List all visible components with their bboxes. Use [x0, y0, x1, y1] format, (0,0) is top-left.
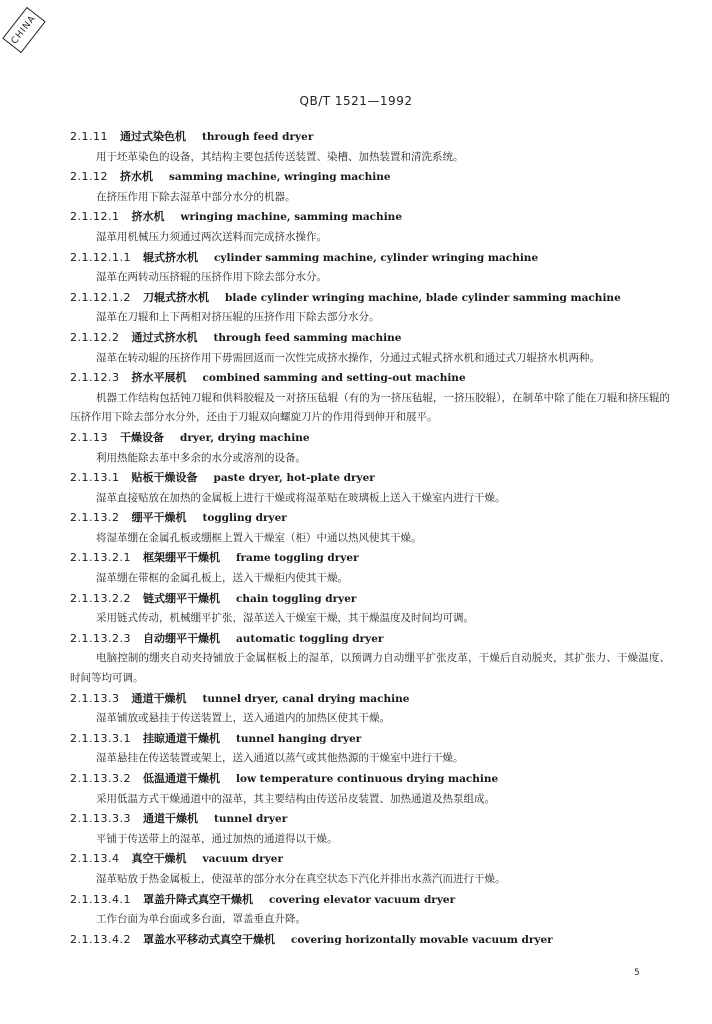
term-chinese: 通过式染色机 — [120, 130, 186, 143]
clause-number: 2.1.13.3.3 — [70, 812, 131, 826]
clause-number: 2.1.13.1 — [70, 471, 120, 485]
term-english: paste dryer, hot-plate dryer — [213, 472, 375, 485]
term-entry — [70, 629, 670, 689]
term-definition: 湿革用机械压力须通过两次送料而完成挤水操作。 — [96, 230, 327, 243]
china-stamp — [2, 7, 46, 53]
entry-heading — [70, 167, 670, 188]
entry-heading — [70, 548, 670, 569]
term-entry — [70, 127, 670, 167]
entry-heading — [70, 468, 670, 489]
clause-number: 2.1.13.3.2 — [70, 772, 131, 785]
term-definition: 湿革在两转动压挤辊的压挤作用下除去部分水分。 — [96, 271, 327, 284]
term-english: through feed samming machine — [213, 331, 402, 344]
entry-heading — [70, 368, 670, 389]
term-entry — [70, 248, 670, 288]
term-definition: 湿革贴放于热金属板上，使湿革的部分水分在真空状态下汽化并排出水蒸汽而进行干燥。 — [96, 872, 506, 885]
entry-heading — [70, 689, 670, 710]
stamp-text: CHINA — [9, 13, 39, 47]
entry-heading — [70, 328, 670, 349]
term-definition: 用于坯革染色的设备，其结构主要包括传送装置、染槽、加热装置和清洗系统。 — [96, 150, 464, 163]
term-entry — [70, 890, 670, 930]
term-english: cylinder samming machine, cylinder wringing machine — [213, 251, 539, 264]
term-english: frame toggling dryer — [235, 552, 359, 565]
term-english: blade cylinder wringing machine, blade cylinder samming machine — [224, 291, 621, 304]
clause-number: 2.1.13.4.1 — [70, 892, 131, 906]
term-definition: 湿革在转动辊的压挤作用下毋需回返而一次性完成挤水操作，分通过式辊式挤水机和通过式刀辊挤水机两种。 — [96, 351, 600, 364]
term-definition: 将湿革绷在金属孔板或绷框上置入干燥室（柜）中通以热风使其干燥。 — [96, 531, 422, 544]
term-entry — [70, 368, 670, 428]
term-english: toggling dryer — [202, 512, 287, 525]
term-chinese: 干燥设备 — [120, 430, 164, 444]
entry-heading — [70, 890, 670, 911]
entry-heading — [70, 127, 670, 148]
term-chinese: 贴板干燥设备 — [131, 471, 198, 485]
entry-heading — [70, 849, 670, 870]
clause-number: 2.1.13.2.1 — [70, 551, 131, 565]
term-definition: 机器工作结构包括钝刀辊和供料胶辊及一对挤压毡辊（有的为一挤压毡辊，一挤压胶辊），在制革中除了能在刀辊和挤压辊的压挤作用下除去部分水分外，还由于刀辊双向螺旋刀片的作用得到伸开和展平。 — [70, 391, 670, 424]
entry-heading — [70, 508, 670, 529]
term-definition: 湿革直接贴放在加热的金属板上进行干燥或将湿革贴在玻璃板上送入干燥室内进行干燥。 — [96, 491, 506, 504]
term-entry — [70, 769, 670, 809]
clause-number: 2.1.12.3 — [70, 371, 120, 385]
term-entry — [70, 468, 670, 508]
term-english: dryer, drying machine — [180, 431, 310, 444]
entry-heading — [70, 769, 670, 790]
term-entry — [70, 548, 670, 588]
term-chinese: 挤水机 — [120, 170, 153, 184]
clause-number: 2.1.12.1.2 — [70, 290, 131, 304]
term-english: automatic toggling dryer — [235, 632, 384, 645]
term-entry — [70, 428, 670, 468]
entry-heading — [70, 729, 670, 750]
term-chinese: 挂晾通道干燥机 — [142, 731, 220, 745]
clause-number: 2.1.12.1 — [70, 210, 120, 224]
term-definition: 平铺于传送带上的湿革，通过加热的通道得以干燥。 — [96, 832, 338, 845]
clause-number: 2.1.12.2 — [70, 330, 120, 344]
term-entry — [70, 729, 670, 769]
term-english: covering horizontally movable vacuum dryer — [290, 933, 553, 946]
term-definition: 湿革绷在带框的金属孔板上，送入干燥柜内使其干燥。 — [96, 572, 348, 585]
term-english: tunnel dryer, canal drying machine — [202, 692, 410, 705]
term-chinese: 自动绷平干燥机 — [142, 631, 220, 645]
term-entry — [70, 849, 670, 889]
term-chinese: 框架绷平干燥机 — [142, 551, 220, 565]
term-english: tunnel hanging dryer — [235, 732, 362, 745]
term-english: samming machine, wringing machine — [169, 171, 391, 184]
document-body — [70, 127, 670, 950]
term-english: low temperature continuous drying machine — [235, 773, 499, 785]
term-entry — [70, 167, 670, 207]
term-chinese: 刀辊式挤水机 — [142, 290, 209, 304]
page-number: 5 — [634, 968, 640, 978]
entry-heading — [70, 930, 670, 951]
clause-number: 2.1.12 — [70, 170, 108, 184]
term-entry — [70, 508, 670, 548]
term-definition: 在挤压作用下除去湿革中部分水分的机器。 — [96, 190, 296, 203]
term-definition: 利用热能除去革中多余的水分或溶剂的设备。 — [96, 451, 306, 464]
term-definition: 湿革悬挂在传送装置或架上，送入通道以蒸气或其他热源的干燥室中进行干燥。 — [96, 752, 464, 765]
term-definition: 电脑控制的绷夹自动夹持铺放于金属框板上的湿革，以预调力自动绷平扩张皮革，干燥后自动脱夹，其扩张力、干燥温度、时间等均可调。 — [70, 652, 670, 685]
term-chinese: 罩盖升降式真空干燥机 — [142, 892, 253, 906]
clause-number: 2.1.13.2.2 — [70, 591, 131, 605]
term-entry — [70, 328, 670, 368]
term-english: tunnel dryer — [213, 813, 288, 826]
term-english: covering elevator vacuum dryer — [268, 893, 456, 906]
term-chinese: 通道干燥机 — [131, 691, 187, 705]
term-chinese: 通道干燥机 — [142, 812, 198, 826]
clause-number: 2.1.13 — [70, 430, 108, 444]
term-chinese: 挤水平展机 — [131, 371, 187, 385]
term-chinese: 辊式挤水机 — [142, 250, 198, 264]
term-chinese: 挤水机 — [131, 210, 165, 224]
term-entry — [70, 589, 670, 629]
term-definition: 工作台面为单台面或多台面，罩盖垂直升降。 — [96, 913, 306, 926]
term-english: vacuum dryer — [202, 853, 284, 866]
term-entry — [70, 809, 670, 849]
term-chinese: 真空干燥机 — [131, 852, 187, 866]
term-english: chain toggling dryer — [235, 592, 357, 605]
term-definition: 采用低温方式干燥通道中的湿革，其主要结构由传送吊皮装置、加热通道及热泵组成。 — [96, 792, 495, 805]
entry-heading — [70, 589, 670, 610]
clause-number: 2.1.11 — [70, 130, 108, 143]
clause-number: 2.1.13.3 — [70, 691, 120, 705]
term-definition: 湿革铺放或悬挂于传送装置上，送入通道内的加热区使其干燥。 — [96, 712, 390, 725]
term-entry — [70, 288, 670, 328]
term-chinese: 绷平干燥机 — [131, 511, 187, 525]
clause-number: 2.1.13.2.3 — [70, 631, 131, 645]
term-chinese: 低温通道干燥机 — [142, 772, 220, 785]
clause-number: 2.1.12.1.1 — [70, 250, 131, 264]
term-english: wringing machine, samming machine — [180, 211, 402, 224]
entry-heading — [70, 288, 670, 309]
term-chinese: 链式绷平干燥机 — [142, 591, 220, 605]
entry-heading — [70, 207, 670, 228]
term-definition: 湿革在刀辊和上下两相对挤压辊的压挤作用下除去部分水分。 — [96, 311, 380, 324]
page-header: QB/T 1521—1992 — [299, 94, 413, 108]
entry-heading — [70, 248, 670, 269]
clause-number: 2.1.13.4.2 — [70, 932, 131, 946]
term-entry — [70, 930, 670, 951]
term-entry — [70, 689, 670, 729]
term-chinese: 通过式挤水机 — [131, 330, 198, 344]
clause-number: 2.1.13.4 — [70, 852, 120, 866]
term-english: through feed dryer — [202, 131, 314, 143]
entry-heading — [70, 629, 670, 650]
clause-number: 2.1.13.2 — [70, 511, 120, 525]
term-definition: 采用链式传动，机械绷平扩张，湿革送入干燥室干燥，其干燥温度及时间均可调。 — [96, 612, 474, 625]
entry-heading — [70, 428, 670, 449]
entry-heading — [70, 809, 670, 830]
clause-number: 2.1.13.3.1 — [70, 731, 131, 745]
term-entry — [70, 207, 670, 247]
term-english: combined samming and setting-out machine — [202, 372, 466, 385]
term-chinese: 罩盖水平移动式真空干燥机 — [142, 932, 275, 946]
